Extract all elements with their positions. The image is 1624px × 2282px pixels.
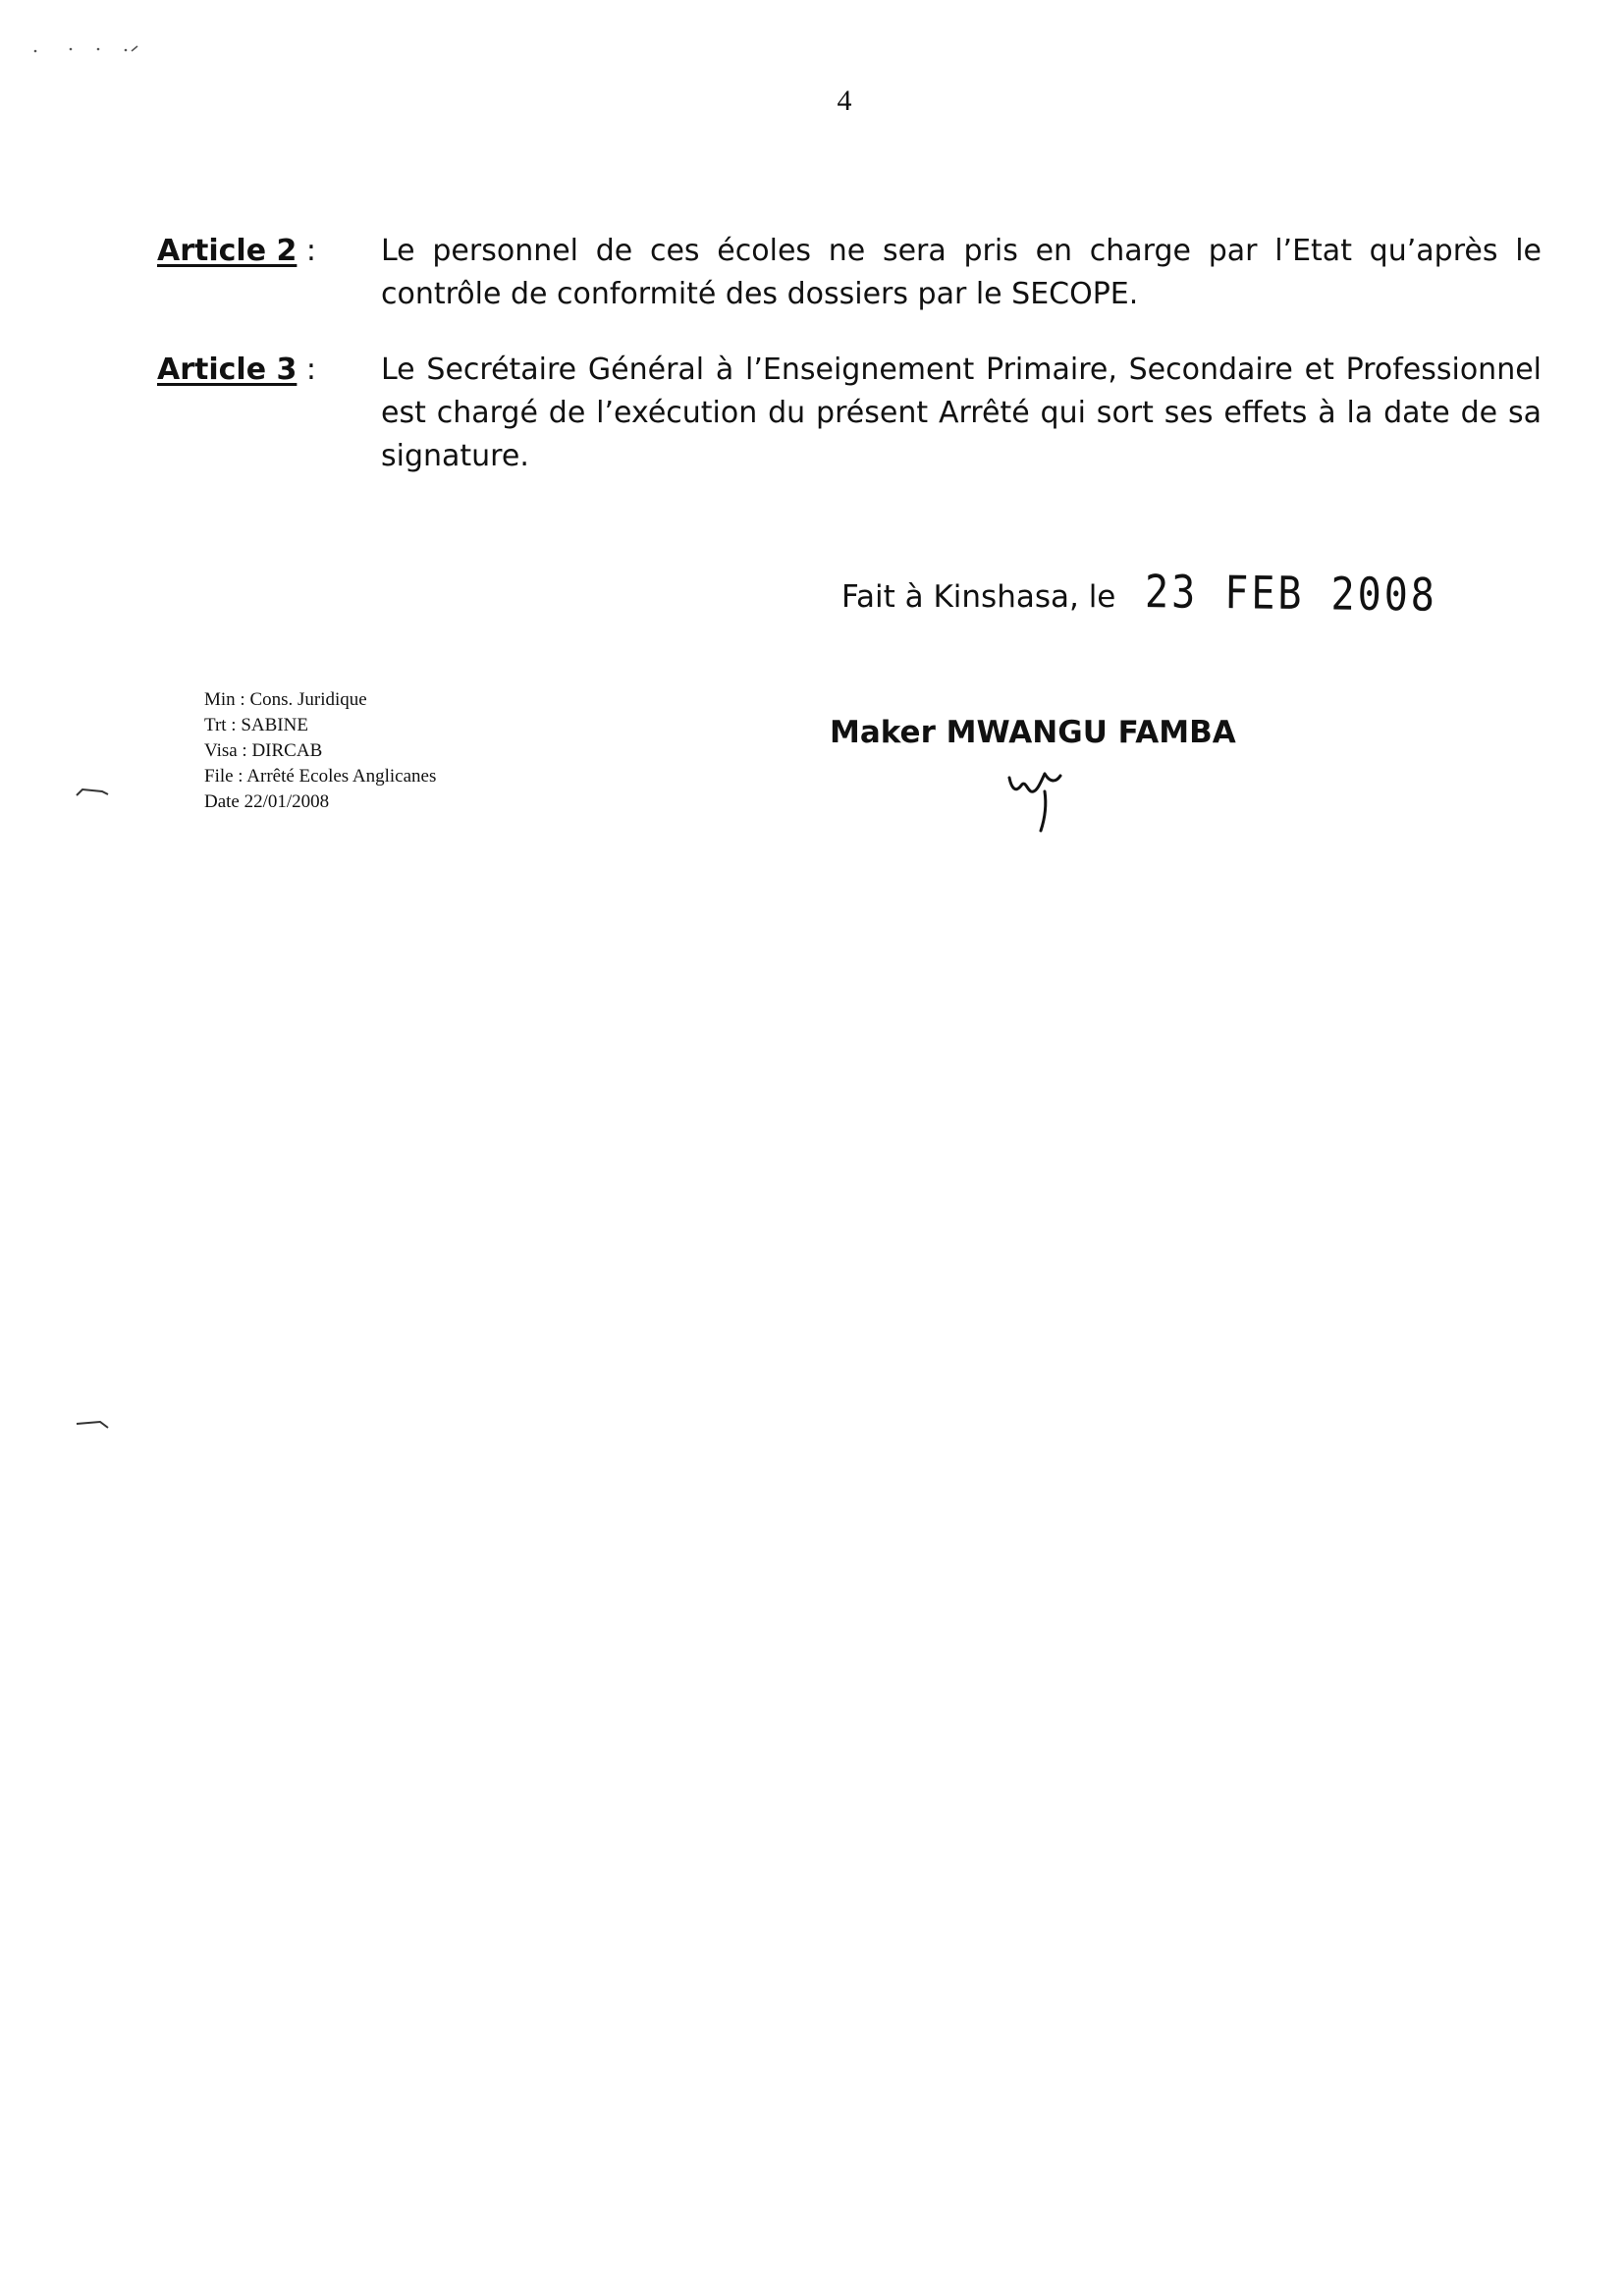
place-text: Fait à Kinshasa, le xyxy=(841,579,1116,615)
article-label xyxy=(157,349,316,392)
article-3 xyxy=(157,349,1542,478)
ref-line-min: Min : Cons. Juridique xyxy=(204,689,367,710)
article-label xyxy=(157,230,316,273)
ref-line-date: Date 22/01/2008 xyxy=(204,791,330,812)
stamped-date: 23 FEB 2008 xyxy=(1145,566,1438,623)
scan-mark xyxy=(73,1418,112,1432)
article-2-separator: : xyxy=(297,234,317,268)
article-3-separator: : xyxy=(297,353,317,387)
article-3-text: Le Secrétaire Général à l’Enseignement Primaire, Secondaire et Professionnel est chargé de l’exécution du présent Arrêté qui sort ses effets à la date de sa signature. xyxy=(381,353,1542,473)
article-2-text: Le personnel de ces écoles ne sera pris en charge par l’Etat qu’après le contrôle de conformité des dossiers par le SECOPE. xyxy=(381,234,1542,311)
handwritten-signature xyxy=(1001,766,1080,835)
article-3-label: Article 3 xyxy=(157,353,298,387)
ref-line-trt: Trt : SABINE xyxy=(204,715,308,735)
page-number: 4 xyxy=(837,84,852,117)
ref-line-file: File : Arrêté Ecoles Anglicanes xyxy=(204,766,437,787)
place-and-date xyxy=(841,566,1438,623)
scan-mark xyxy=(29,43,147,57)
article-2 xyxy=(157,230,1542,316)
ref-line-visa: Visa : DIRCAB xyxy=(204,740,323,761)
signer-name: Maker MWANGU FAMBA xyxy=(830,715,1236,750)
article-2-label: Article 2 xyxy=(157,234,298,268)
scan-mark xyxy=(73,786,112,799)
reference-block xyxy=(204,687,436,815)
